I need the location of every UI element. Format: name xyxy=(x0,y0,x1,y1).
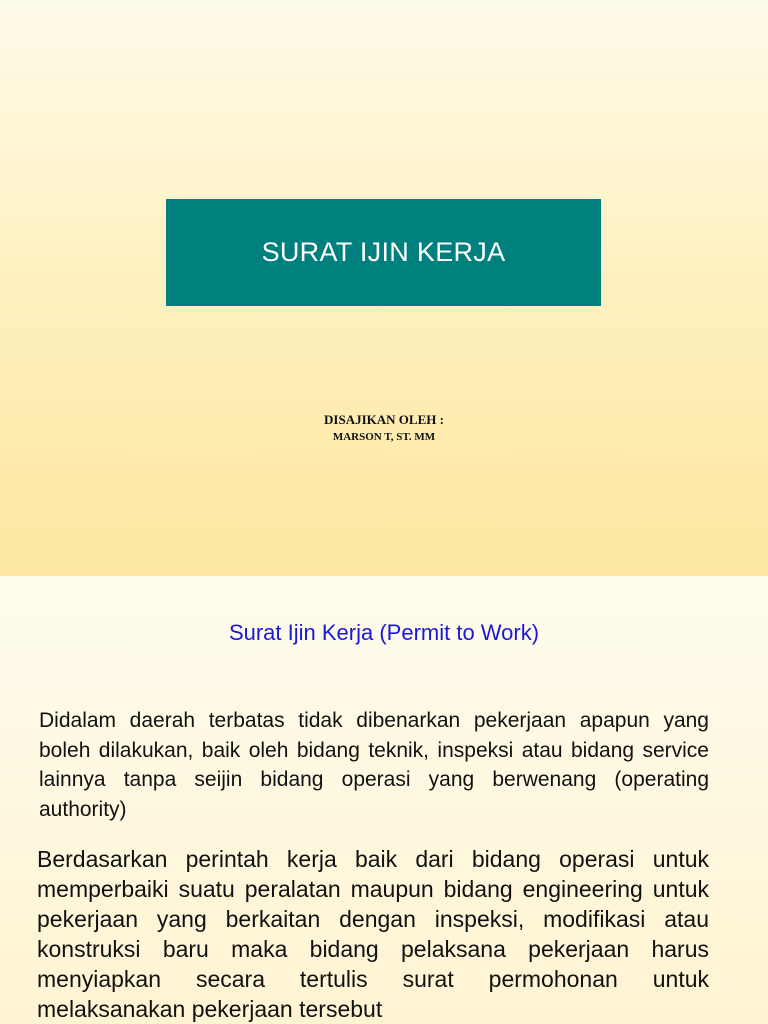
slide-title: SURAT IJIN KERJA xyxy=(261,237,506,267)
title-box xyxy=(166,199,601,306)
paragraph-work-order: Berdasarkan perintah kerja baik dari bidang operasi untuk memperbaiki suatu peralatan maupun bidang engineering untuk pekerjaan yang berkaitan dengan inspeksi, modifikasi atau konstruksi baru maka bidang pelaksana pekerjaan harus menyiapkan secara tertulis surat permohonan untuk melaksanakan pekerjaan tersebut xyxy=(37,846,709,1022)
content-slide-title: Surat Ijin Kerja (Permit to Work) xyxy=(228,620,540,645)
presenter-label: DISAJIKAN OLEH : xyxy=(324,412,444,427)
paragraph-restricted-area: Didalam daerah terbatas tidak dibenarkan pekerjaan apapun yang boleh dilakukan, baik oleh bidang teknik, inspeksi atau bidang service lainnya tanpa seijin bidang operasi yang berwenang (operating authority) xyxy=(39,709,709,821)
presenter-name: MARSON T, ST. MM xyxy=(332,431,436,443)
content-slide xyxy=(0,576,768,1024)
